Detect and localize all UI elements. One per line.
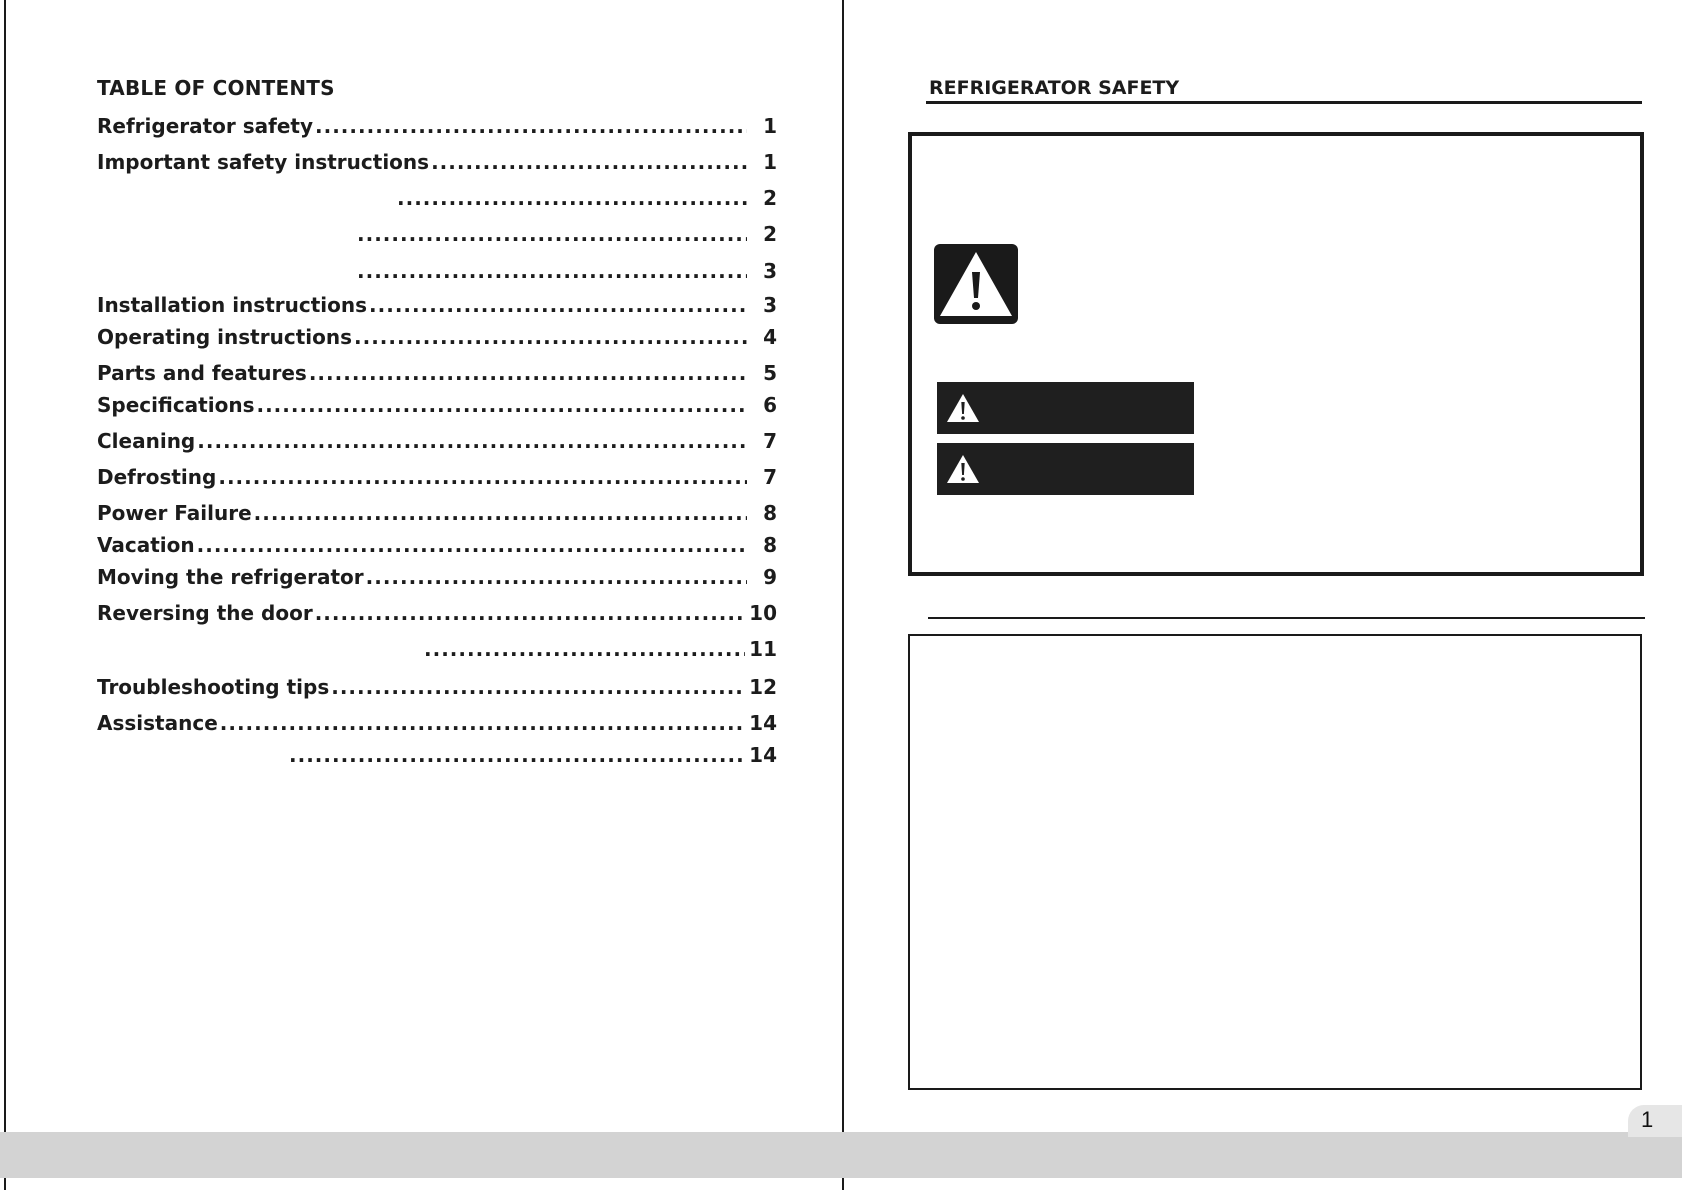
toc-leader-dots bbox=[309, 361, 747, 385]
toc-entry-label: Parts and features bbox=[97, 361, 307, 385]
toc-entry[interactable] bbox=[97, 325, 777, 351]
heading-underline bbox=[926, 101, 1642, 104]
toc-title: TABLE OF CONTENTS bbox=[97, 76, 335, 100]
toc-entry-label: Power Failure bbox=[97, 501, 252, 525]
toc-leader-dots bbox=[254, 501, 747, 525]
toc-entry-page: 8 bbox=[763, 533, 777, 557]
section-heading: REFRIGERATOR SAFETY bbox=[929, 77, 1180, 99]
toc-entry[interactable] bbox=[97, 429, 777, 455]
toc-leader-dots bbox=[397, 186, 747, 210]
warning-label-bar bbox=[937, 443, 1194, 495]
toc-entry[interactable] bbox=[97, 150, 777, 176]
toc-leader-dots bbox=[218, 465, 747, 489]
toc-entry-label: Vacation bbox=[97, 533, 195, 557]
warning-triangle-icon bbox=[945, 392, 981, 424]
toc-leader-dots bbox=[424, 637, 745, 661]
toc-entry-label: Moving the refrigerator bbox=[97, 565, 364, 589]
toc-entry-page: 5 bbox=[763, 361, 777, 385]
toc-entry-page: 6 bbox=[763, 393, 777, 417]
toc-entry[interactable] bbox=[97, 501, 777, 527]
toc-entry-page: 7 bbox=[763, 429, 777, 453]
toc-entry-page: 4 bbox=[763, 325, 777, 349]
toc-entry[interactable] bbox=[97, 293, 777, 319]
toc-leader-dots bbox=[197, 429, 747, 453]
toc-entry[interactable] bbox=[355, 222, 777, 248]
toc-entry[interactable] bbox=[287, 743, 777, 769]
toc-entry-label: Troubleshooting tips bbox=[97, 675, 330, 699]
warning-triangle-icon bbox=[945, 453, 981, 485]
toc-entry-page: 7 bbox=[763, 465, 777, 489]
toc-entry-page: 2 bbox=[763, 186, 777, 210]
safety-symbol-box bbox=[908, 132, 1644, 576]
toc-entry-page: 3 bbox=[763, 259, 777, 283]
toc-entry[interactable] bbox=[97, 393, 777, 419]
toc-entry[interactable] bbox=[97, 465, 777, 491]
toc-entry-label: Refrigerator safety bbox=[97, 114, 314, 138]
footer-band bbox=[0, 1132, 1682, 1178]
toc-entry-label: Cleaning bbox=[97, 429, 196, 453]
toc-entry-label: Reversing the door bbox=[97, 601, 313, 625]
toc-entry-label: Installation instructions bbox=[97, 293, 368, 317]
toc-entry[interactable] bbox=[97, 601, 777, 627]
toc-entry-page: 8 bbox=[763, 501, 777, 525]
toc-entry-page: 2 bbox=[763, 222, 777, 246]
warning-triangle-icon bbox=[934, 244, 1018, 324]
toc-entry-label: Specifications bbox=[97, 393, 255, 417]
toc-entry-page: 1 bbox=[763, 114, 777, 138]
danger-label-bar bbox=[937, 382, 1194, 434]
toc-leader-dots bbox=[366, 565, 747, 589]
toc-entry[interactable] bbox=[422, 637, 777, 663]
toc-entry-page: 11 bbox=[749, 637, 777, 661]
toc-entry-page: 12 bbox=[749, 675, 777, 699]
toc-leader-dots bbox=[315, 114, 747, 138]
toc-entry[interactable] bbox=[97, 675, 777, 701]
toc-entry[interactable] bbox=[355, 259, 777, 285]
toc-entry-page: 14 bbox=[749, 711, 777, 735]
toc-entry[interactable] bbox=[97, 565, 777, 591]
toc-entry-label: Defrosting bbox=[97, 465, 217, 489]
toc-leader-dots bbox=[369, 293, 747, 317]
section-rule bbox=[928, 617, 1645, 619]
page-number-tab bbox=[1628, 1105, 1682, 1137]
toc-leader-dots bbox=[256, 393, 747, 417]
toc-leader-dots bbox=[331, 675, 745, 699]
toc-entry-label: Important safety instructions bbox=[97, 150, 430, 174]
toc-entry-page: 1 bbox=[763, 150, 777, 174]
left-page-border bbox=[4, 0, 6, 1190]
toc-entry-page: 10 bbox=[749, 601, 777, 625]
toc-entry-label: Assistance bbox=[97, 711, 218, 735]
instructions-box bbox=[908, 634, 1642, 1090]
toc-entry[interactable] bbox=[97, 361, 777, 387]
toc-leader-dots bbox=[220, 711, 745, 735]
toc-entry-page: 9 bbox=[763, 565, 777, 589]
toc-entry[interactable] bbox=[97, 711, 777, 737]
toc-entry-page: 3 bbox=[763, 293, 777, 317]
toc-entry[interactable] bbox=[97, 114, 777, 140]
toc-leader-dots bbox=[197, 533, 747, 557]
toc-entry-page: 14 bbox=[749, 743, 777, 767]
toc-leader-dots bbox=[357, 222, 747, 246]
page-divider bbox=[842, 0, 844, 1190]
toc-entry[interactable] bbox=[97, 533, 777, 559]
toc-leader-dots bbox=[315, 601, 745, 625]
toc-entry-label: Operating instructions bbox=[97, 325, 352, 349]
page-number: 1 bbox=[1641, 1107, 1654, 1132]
toc-leader-dots bbox=[289, 743, 745, 767]
toc-leader-dots bbox=[354, 325, 747, 349]
toc-entry[interactable] bbox=[395, 186, 777, 212]
toc-leader-dots bbox=[357, 259, 747, 283]
toc-leader-dots bbox=[431, 150, 747, 174]
